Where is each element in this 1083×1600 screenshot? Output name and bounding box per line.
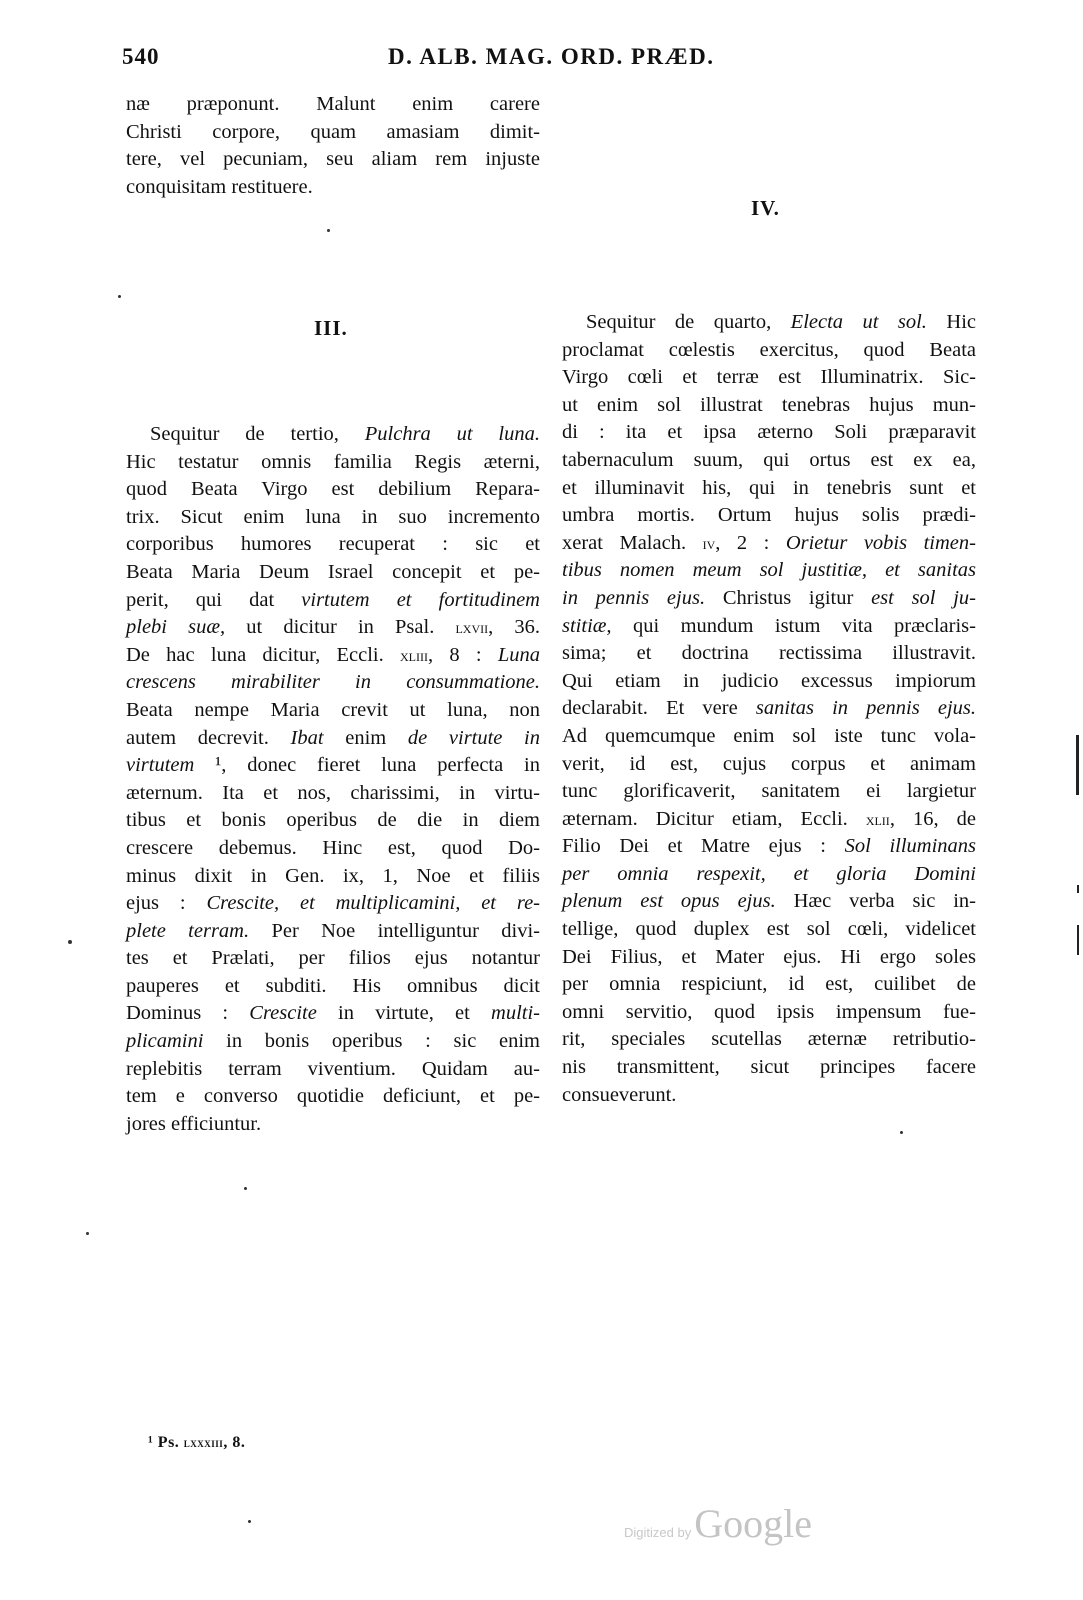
digitized-watermark xyxy=(624,1500,812,1547)
text-segment: umbra mortis. Ortum hujus solis prædi- xyxy=(562,504,976,527)
text-line xyxy=(562,861,976,889)
scan-edge-mark xyxy=(1077,885,1079,893)
text-segment: in virtute, et xyxy=(316,1002,492,1025)
text-segment: tunc glorificaverit, sanitatem ei largietur xyxy=(562,780,976,803)
italic-text: Pulchra ut luna. xyxy=(364,423,540,445)
text-line xyxy=(562,447,976,475)
text-line xyxy=(562,1082,976,1110)
italic-text: in pennis ejus. xyxy=(562,586,706,609)
text-segment: xerat Malach. xyxy=(562,531,703,554)
text-line xyxy=(562,944,976,972)
text-line xyxy=(562,833,976,861)
text-segment: Christus igitur xyxy=(705,586,872,609)
italic-text: Crescite xyxy=(249,1002,317,1025)
text-segment: ut enim sol illustrat tenebras hujus mun- xyxy=(562,393,976,416)
text-line xyxy=(126,1000,540,1028)
italic-text: crescens mirabiliter in consummatione. xyxy=(126,671,540,694)
text-line xyxy=(562,971,976,999)
text-segment: Per Noe intelliguntur divi- xyxy=(249,919,540,942)
text-segment: pauperes et subditi. His omnibus dicit xyxy=(126,974,540,997)
page-number: 540 xyxy=(122,44,160,69)
text-line xyxy=(126,669,540,697)
text-segment: corporibus humores recuperat : sic et xyxy=(126,533,540,556)
text-line xyxy=(562,419,976,447)
italic-text: sanitas in pennis ejus. xyxy=(755,697,976,720)
text-segment: consueverunt. xyxy=(562,1083,677,1106)
text-segment: enim xyxy=(323,726,408,749)
italic-text: Sol illuminans xyxy=(844,835,977,858)
italic-text: est sol ju- xyxy=(871,586,976,609)
text-segment: Filio Dei et Matre ejus : xyxy=(562,835,845,858)
text-line xyxy=(562,585,976,613)
text-segment: crescere debemus. Hinc est, quod Do- xyxy=(126,836,540,859)
text-segment: Dominus : xyxy=(126,1002,250,1025)
text-segment: omni servitio, quod ipsis impensum fue- xyxy=(562,1000,976,1023)
text-line xyxy=(562,613,976,641)
italic-text: de virtute in xyxy=(407,726,541,749)
italic-text: multi- xyxy=(491,1002,540,1025)
text-line xyxy=(126,476,540,504)
text-segment: Ad quemcumque enim sol iste tunc vola- xyxy=(562,724,976,747)
text-segment: ut dicitur in Psal. xyxy=(225,616,456,639)
text-segment: replebitis terram viventium. Quidam au- xyxy=(126,1057,540,1080)
scan-speck xyxy=(68,940,72,944)
footnote xyxy=(148,1434,245,1452)
text-line xyxy=(126,945,540,973)
small-caps-text: xlii xyxy=(865,809,890,829)
text-segment: qui mundum istum vita præclaris- xyxy=(611,614,976,637)
section-heading-iii: III. xyxy=(314,316,348,340)
text-segment: declarabit. Et vere xyxy=(562,697,756,720)
text-line xyxy=(126,1111,540,1139)
italic-text: per omnia respexit, et gloria Domini xyxy=(562,862,976,885)
text-line xyxy=(562,502,976,530)
text-line xyxy=(562,530,976,558)
text-line xyxy=(126,863,540,891)
italic-text: virtutem et fortitudinem xyxy=(301,588,540,611)
text-line xyxy=(126,559,540,587)
text-line xyxy=(562,1054,976,1082)
text-line xyxy=(126,890,540,918)
text-line xyxy=(562,640,976,668)
text-line: tere, vel pecuniam, seu aliam rem injuste xyxy=(126,148,540,171)
text-line xyxy=(126,504,540,532)
text-line xyxy=(562,1026,976,1054)
text-line xyxy=(562,557,976,585)
text-line xyxy=(126,752,540,780)
text-segment: tes et Prælati, per filios ejus notantur xyxy=(126,947,540,970)
text-line xyxy=(562,888,976,916)
text-segment: et illuminavit his, qui in tenebris sunt et xyxy=(562,476,976,499)
text-segment: quod Beata Virgo est debilium Repara- xyxy=(126,478,540,501)
text-segment: , 36. xyxy=(488,616,540,639)
text-segment: verit, id est, cujus corpus et animam xyxy=(562,752,976,775)
text-segment: Hic xyxy=(926,311,976,333)
small-caps-text: lxvii xyxy=(455,618,489,638)
text-segment: ejus : xyxy=(126,892,207,915)
text-line xyxy=(562,999,976,1027)
text-line xyxy=(562,723,976,751)
text-segment: proclamat cœlestis exercitus, quod Beata xyxy=(562,338,976,361)
scan-speck xyxy=(86,1232,89,1235)
scan-edge-mark xyxy=(1077,925,1079,955)
italic-text: plenum est opus ejus. xyxy=(562,890,776,913)
left-column-body xyxy=(126,421,540,1138)
text-line xyxy=(562,337,976,365)
text-segment: , 8 : xyxy=(427,643,498,666)
text-segment: tem e converso quotidie deficiunt, et pe- xyxy=(126,1085,540,1108)
text-segment: , 16, de xyxy=(889,807,976,830)
italic-text: plicamini xyxy=(126,1030,204,1053)
small-caps-text: iv xyxy=(702,533,716,553)
text-line xyxy=(126,449,540,477)
scan-speck xyxy=(327,229,330,232)
text-line xyxy=(126,780,540,808)
text-segment: Qui etiam in judicio excessus impiorum xyxy=(562,669,976,692)
text-line xyxy=(562,309,976,337)
text-segment: , 2 : xyxy=(715,531,786,554)
text-segment: æternam. Dicitur etiam, Eccli. xyxy=(562,807,866,830)
text-segment: Sequitur de tertio, xyxy=(150,423,365,445)
text-line: næ præponunt. Malunt enim carere xyxy=(126,93,540,115)
italic-text: virtutem xyxy=(126,754,195,777)
scan-speck xyxy=(248,1520,251,1523)
scan-edge-mark xyxy=(1076,735,1079,795)
italic-text: Electa ut sol. xyxy=(790,311,927,333)
running-head: D. ALB. MAG. ORD. PRÆD. xyxy=(388,44,715,69)
text-segment: De hac luna dicitur, Eccli. xyxy=(126,643,400,666)
text-segment: Hæc verba sic in- xyxy=(775,890,976,913)
text-line xyxy=(126,531,540,559)
text-line: Christi corpore, quam amasiam dimit- xyxy=(126,120,540,143)
text-segment: in bonis operibus : sic enim xyxy=(203,1030,540,1053)
text-line xyxy=(126,973,540,1001)
text-line xyxy=(562,668,976,696)
text-line xyxy=(126,614,540,642)
text-segment: Virgo cœli et terræ est Illuminatrix. Sic- xyxy=(562,366,976,389)
text-line xyxy=(126,587,540,615)
text-line xyxy=(562,806,976,834)
text-segment: tellige, quod duplex est sol cœli, videlicet xyxy=(562,918,976,941)
text-line xyxy=(562,392,976,420)
text-line xyxy=(562,364,976,392)
italic-text: Crescite, et multiplicamini, et re- xyxy=(206,892,540,915)
italic-text: plebi suæ, xyxy=(126,616,226,639)
text-segment: æternum. Ita et nos, charissimi, in virtu- xyxy=(126,781,540,804)
text-segment: trix. Sicut enim luna in suo incremento xyxy=(126,505,540,528)
digitized-by-text: Digitized by xyxy=(624,1525,692,1540)
text-segment: sima; et doctrina rectissima illustravit. xyxy=(562,642,976,665)
text-segment: perit, qui dat xyxy=(126,588,302,611)
text-segment: per omnia respiciunt, id est, cuilibet de xyxy=(562,973,976,996)
text-line xyxy=(562,778,976,806)
right-column-body xyxy=(562,309,976,1109)
text-line xyxy=(126,835,540,863)
text-segment: jores efficiuntur. xyxy=(126,1112,262,1135)
footnote-suffix: , 8. xyxy=(223,1434,246,1451)
text-line xyxy=(126,725,540,753)
italic-text: plete terram. xyxy=(126,919,250,942)
text-line xyxy=(126,421,540,449)
text-segment: tibus et bonis operibus de die in diem xyxy=(126,809,540,832)
text-segment: rit, speciales scutellas æternæ retributio- xyxy=(562,1028,976,1051)
text-line xyxy=(562,695,976,723)
text-line xyxy=(562,475,976,503)
text-segment: Beata Maria Deum Israel concepit et pe- xyxy=(126,560,540,583)
text-segment: tabernaculum suum, qui ortus est ex ea, xyxy=(562,448,976,471)
italic-text: stitiæ, xyxy=(562,614,612,637)
text-segment: Hic testatur omnis familia Regis æterni, xyxy=(126,450,540,473)
scan-speck xyxy=(118,295,121,298)
google-logo: Google xyxy=(694,1501,812,1546)
left-column-top-paragraph xyxy=(126,91,540,201)
text-line xyxy=(126,1056,540,1084)
text-line xyxy=(126,1028,540,1056)
small-caps-text: xliii xyxy=(400,645,428,665)
text-segment: Dei Filius, et Mater ejus. Hi ergo soles xyxy=(562,945,976,968)
italic-text: Ibat xyxy=(290,726,324,749)
footnote-reference: lxxxiii xyxy=(183,1435,224,1450)
section-heading-iv: IV. xyxy=(751,196,780,220)
text-line: conquisitam restituere. xyxy=(126,175,313,198)
italic-text: Luna xyxy=(497,643,540,666)
italic-text: tibus nomen meum sol justitiæ, et sanitas xyxy=(562,559,976,582)
text-line xyxy=(126,918,540,946)
footnote-mark: ¹ xyxy=(148,1434,154,1451)
text-line xyxy=(562,751,976,779)
scan-speck xyxy=(244,1187,247,1190)
text-segment: ¹, donec fieret luna perfecta in xyxy=(194,754,540,777)
text-line xyxy=(126,1083,540,1111)
text-line xyxy=(126,697,540,725)
text-segment: di : ita et ipsa æterno Soli præparavit xyxy=(562,421,976,444)
text-segment: Beata nempe Maria crevit ut luna, non xyxy=(126,698,540,721)
text-line xyxy=(126,807,540,835)
text-segment: Sequitur de quarto, xyxy=(586,311,791,333)
text-segment: autem decrevit. xyxy=(126,726,291,749)
text-segment: minus dixit in Gen. ix, 1, Noe et filiis xyxy=(126,864,540,887)
text-segment: nis transmittent, sicut principes facere xyxy=(562,1056,976,1079)
scan-speck xyxy=(900,1131,903,1134)
text-line xyxy=(126,642,540,670)
text-line xyxy=(562,916,976,944)
footnote-prefix: Ps. xyxy=(157,1434,180,1451)
italic-text: Orietur vobis timen- xyxy=(785,531,976,554)
